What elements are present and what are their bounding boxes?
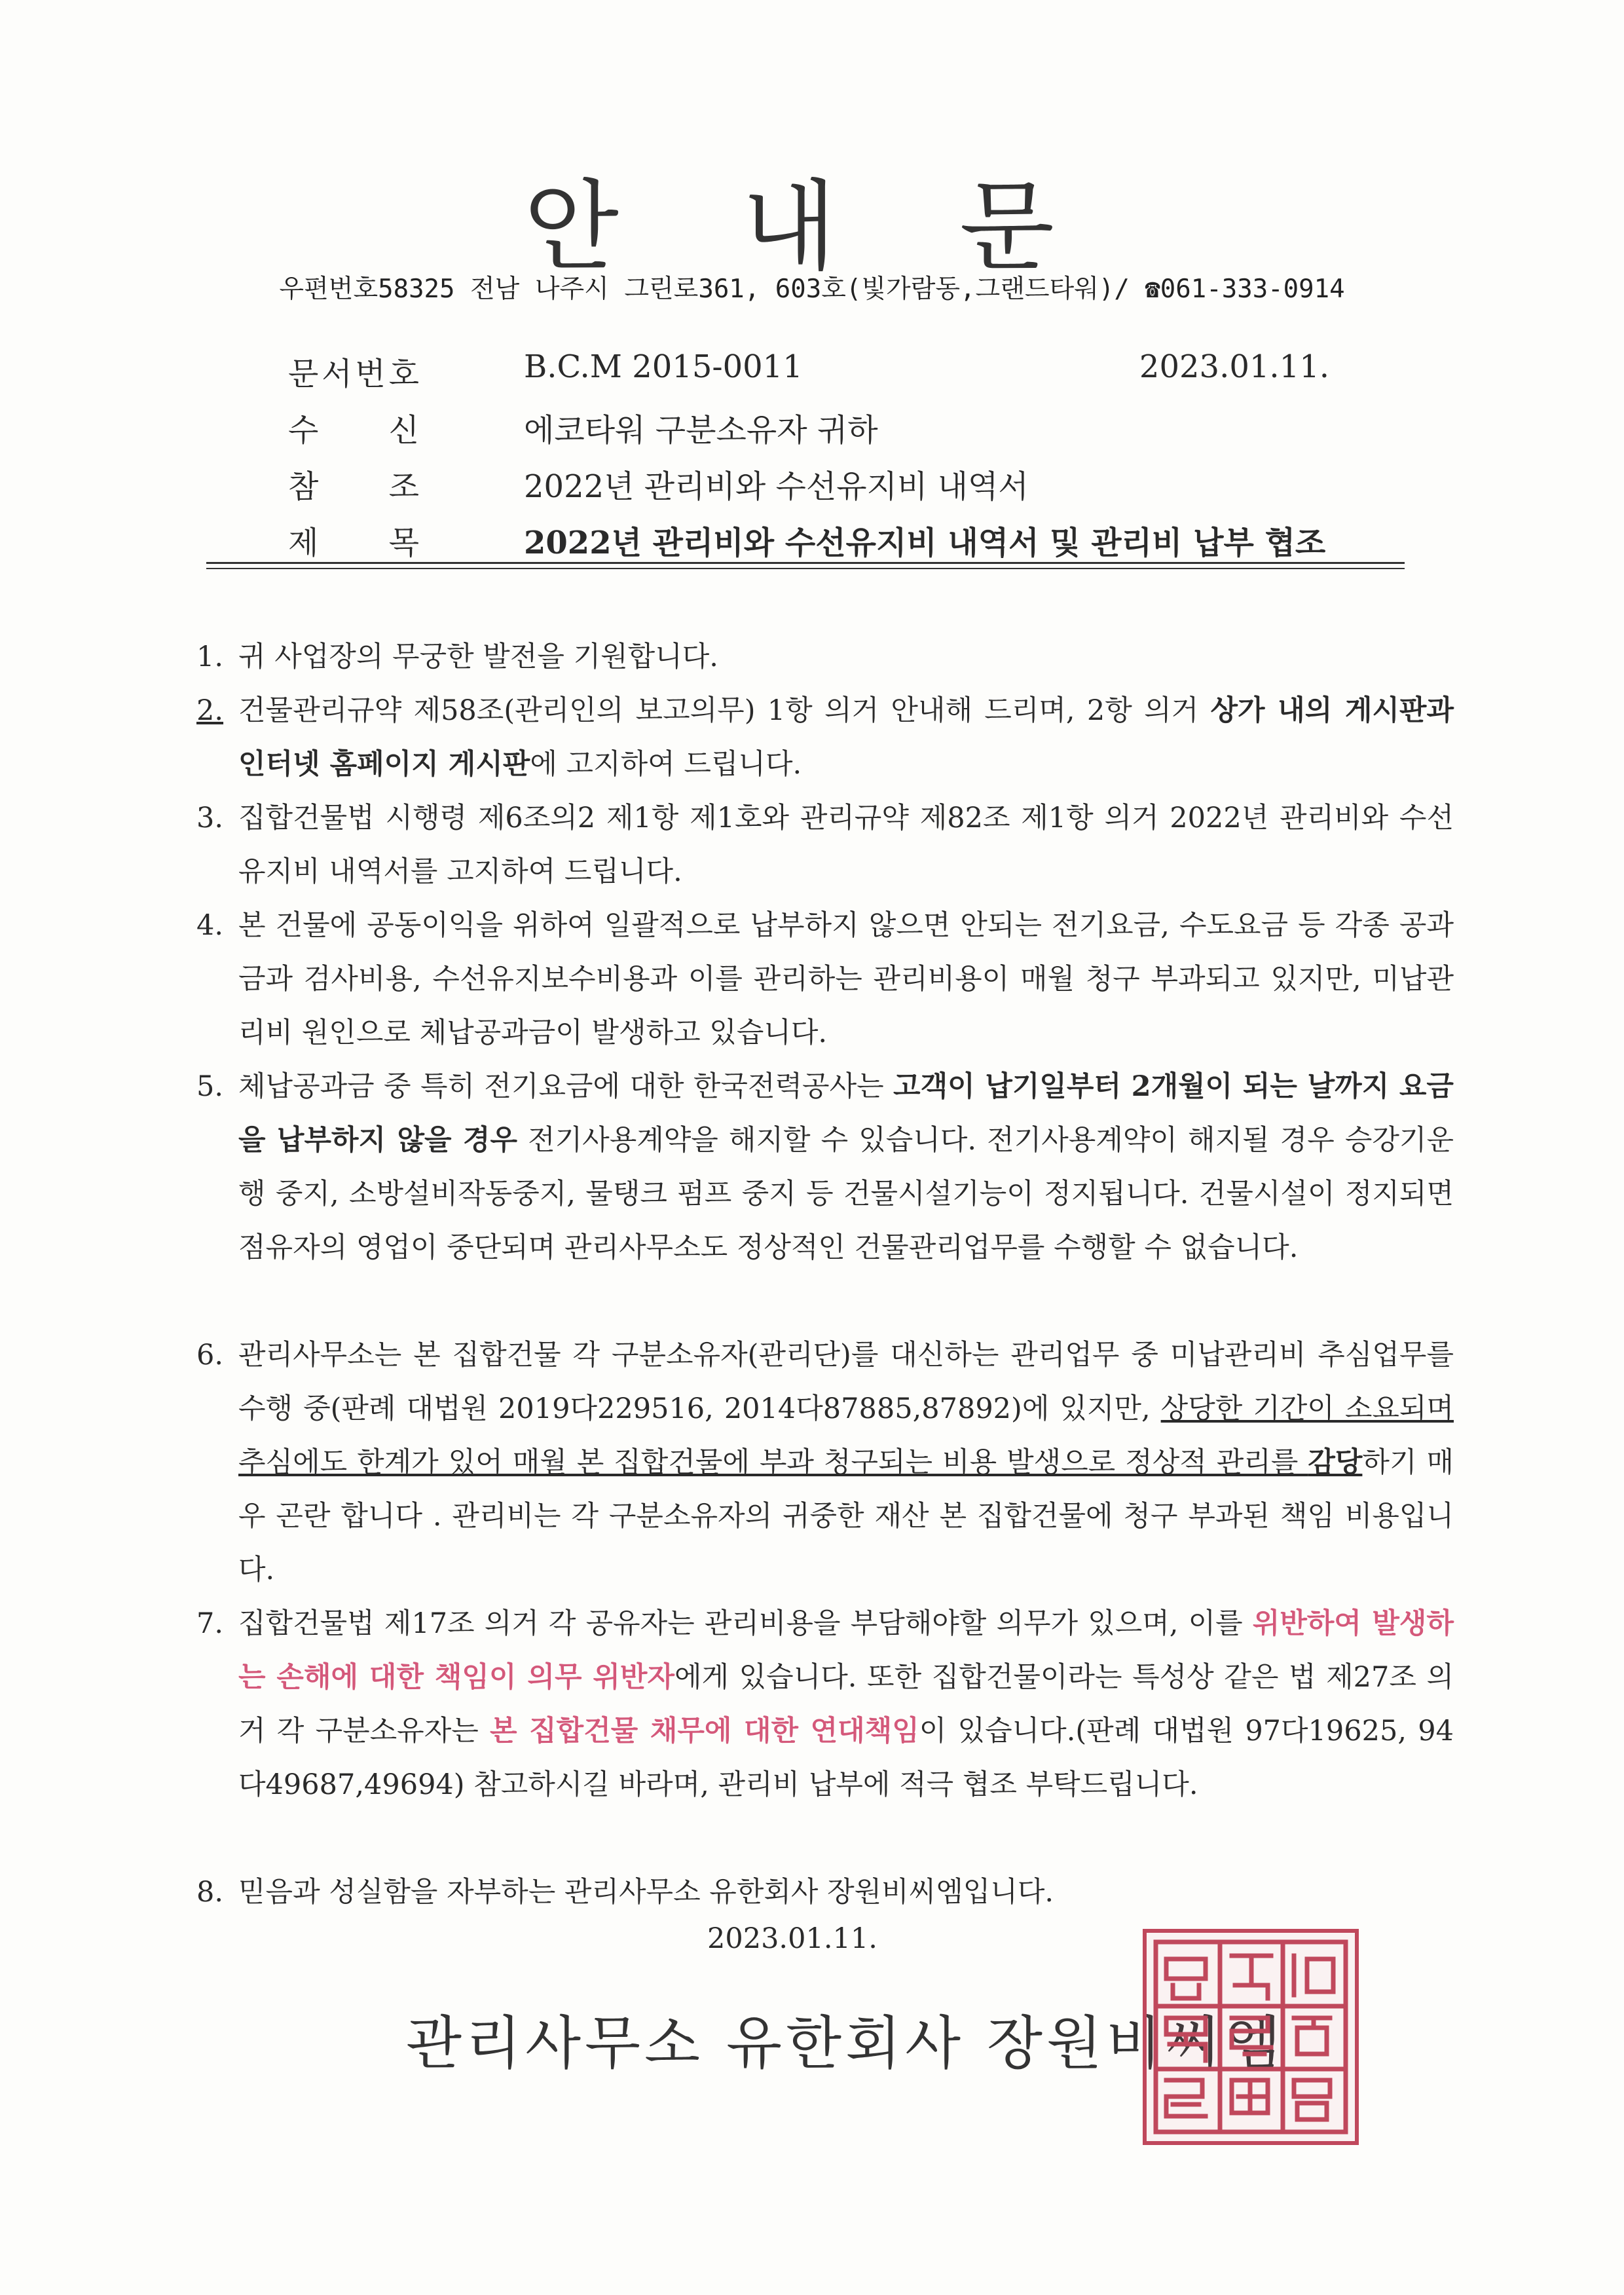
- underlined-bold-text: 감당: [1308, 1446, 1363, 1479]
- recipient: 에코타워 구분소유자 귀하: [524, 412, 878, 449]
- item-text: 귀 사업장의 무궁한 발전을 기원합니다.: [238, 641, 718, 673]
- company-signature: 관리사무소 유한회사 장원비씨엠: [406, 2009, 1285, 2077]
- header-divider: [206, 562, 1405, 569]
- reference: 2022년 관리비와 수선유지비 내역서: [524, 468, 1029, 505]
- item-number: 4.: [196, 909, 224, 942]
- item-number: 5.: [196, 1070, 224, 1103]
- list-item-5: [196, 1060, 1454, 1275]
- emphasis-text: 상가 내의 게시판과 인터넷 홈페이지 게시판: [238, 694, 1454, 781]
- item-text: 체납공과금 중 특히 전기요금에 대한 한국전력공사는 고객이 납기일부터 2개월이 되는 날까지 요금을 납부하지 않을 경우 전기사용계약을 해지할 수 있습니다. 전기사용계약이 해지될 경우 승강기운행 중지, 소방설비작동중지, 물탱크 펌프 중지 등 건물시설기능이 정지됩니다. 건물시설이 정지되면 점유자의 영업이 중단되며 관리사무소도 정상적인 건물관리업무를 수행할 수 없습니다.: [238, 1070, 1454, 1264]
- item-text: 믿음과 성실함을 자부하는 관리사무소 유한회사 장원비씨엠입니다.: [238, 1876, 1054, 1909]
- item-number: 6.: [196, 1339, 224, 1371]
- item-text: 집합건물법 시행령 제6조의2 제1항 제1호와 관리규약 제82조 제1항 의거 2022년 관리비와 수선유지비 내역서를 고지하여 드립니다.: [238, 802, 1454, 888]
- highlight-text: 위반하여 발생하는 손해에 대한 책임이 의무 위반자: [238, 1607, 1454, 1694]
- emphasis-text: 고객이 납기일부터 2개월이 되는 날까지 요금을 납부하지 않을 경우: [238, 1070, 1454, 1157]
- highlight-text: 본 집합건물 채무에 대한 연대책임: [490, 1715, 919, 1747]
- item-number: 7.: [196, 1607, 224, 1640]
- list-item-2: [196, 684, 1454, 791]
- subject-row: [288, 517, 1414, 563]
- item-text: 집합건물법 제17조 의거 각 공유자는 관리비용을 부담해야할 의무가 있으며, 이를 위반하여 발생하는 손해에 대한 책임이 의무 위반자에게 있습니다. 또한 집합건물이라는 특성상 같은 법 제27조 의거 각 구분소유자는 본 집합건물 채무에 대한 연대책임이 있습니다.(판례 대법원 97다19625, 94다49687,49694) 참고하시길 바라며, 관리비 납부에 적극 협조 부탁드립니다.: [238, 1607, 1454, 1801]
- company-seal-icon: [1143, 1929, 1359, 2145]
- list-item-4: [196, 899, 1454, 1060]
- item-number: 8.: [196, 1876, 224, 1909]
- list-item-8: [196, 1865, 1454, 1919]
- item-number: 2.: [196, 694, 224, 727]
- recipient-label: 수 신: [288, 412, 419, 449]
- item-text: 건물관리규약 제58조(관리인의 보고의무) 1항 의거 안내해 드리며, 2항 의거 상가 내의 게시판과 인터넷 홈페이지 게시판에 고지하여 드립니다.: [238, 694, 1454, 781]
- item-number: 3.: [196, 802, 224, 834]
- footer-date: 2023.01.11.: [707, 1922, 877, 1955]
- sender-address: 우편번호58325 전남 나주시 그린로361, 603호(빛가람동,그랜드타워)/ ☎061-333-0914: [279, 274, 1345, 304]
- doc-number-label: 문 서 번 호: [288, 356, 419, 392]
- list-item-7: [196, 1597, 1454, 1812]
- item-text: 본 건물에 공동이익을 위하여 일괄적으로 납부하지 않으면 안되는 전기요금, 수도요금 등 각종 공과금과 검사비용, 수선유지보수비용과 이를 관리하는 관리비용이 매월 청구 부과되고 있지만, 미납관리비 원인으로 체납공과금이 발생하고 있습니다.: [238, 909, 1454, 1049]
- subject-label: 제 목: [288, 525, 419, 561]
- reference-row: [288, 461, 1414, 507]
- document-title: 안 내 문: [523, 170, 1101, 284]
- list-item-3: [196, 791, 1454, 899]
- doc-number: B.C.M 2015-0011: [524, 348, 803, 385]
- list-item-6: [196, 1328, 1454, 1597]
- item-number: 1.: [196, 641, 224, 673]
- recipient-row: [288, 405, 1414, 451]
- list-item-1: [196, 630, 1454, 684]
- subject: 2022년 관리비와 수선유지비 내역서 및 관리비 납부 협조: [524, 525, 1326, 561]
- item-text: 관리사무소는 본 집합건물 각 구분소유자(관리단)를 대신하는 관리업무 중 미납관리비 추심업무를 수행 중(판례 대법원 2019다229516, 2014다87885,87892)에 있지만, 상당한 기간이 소요되며 추심에도 한계가 있어 매월 본 집합건물에 부과 청구되는 비용 발생으로 정상적 관리를 감당하기 매우 곤란 합니다 . 관리비는 각 구분소유자의 귀중한 재산 본 집합건물에 청구 부과된 책임 비용입니다.: [238, 1339, 1454, 1586]
- doc-number-row: [288, 348, 1414, 394]
- underlined-text: 상당한 기간이 소요되며 추심에도 한계가 있어 매월 본 집합건물에 부과 청구되는 비용 발생으로 정상적 관리를: [238, 1392, 1454, 1479]
- doc-date: 2023.01.11.: [1139, 348, 1329, 385]
- reference-label: 참 조: [288, 468, 419, 505]
